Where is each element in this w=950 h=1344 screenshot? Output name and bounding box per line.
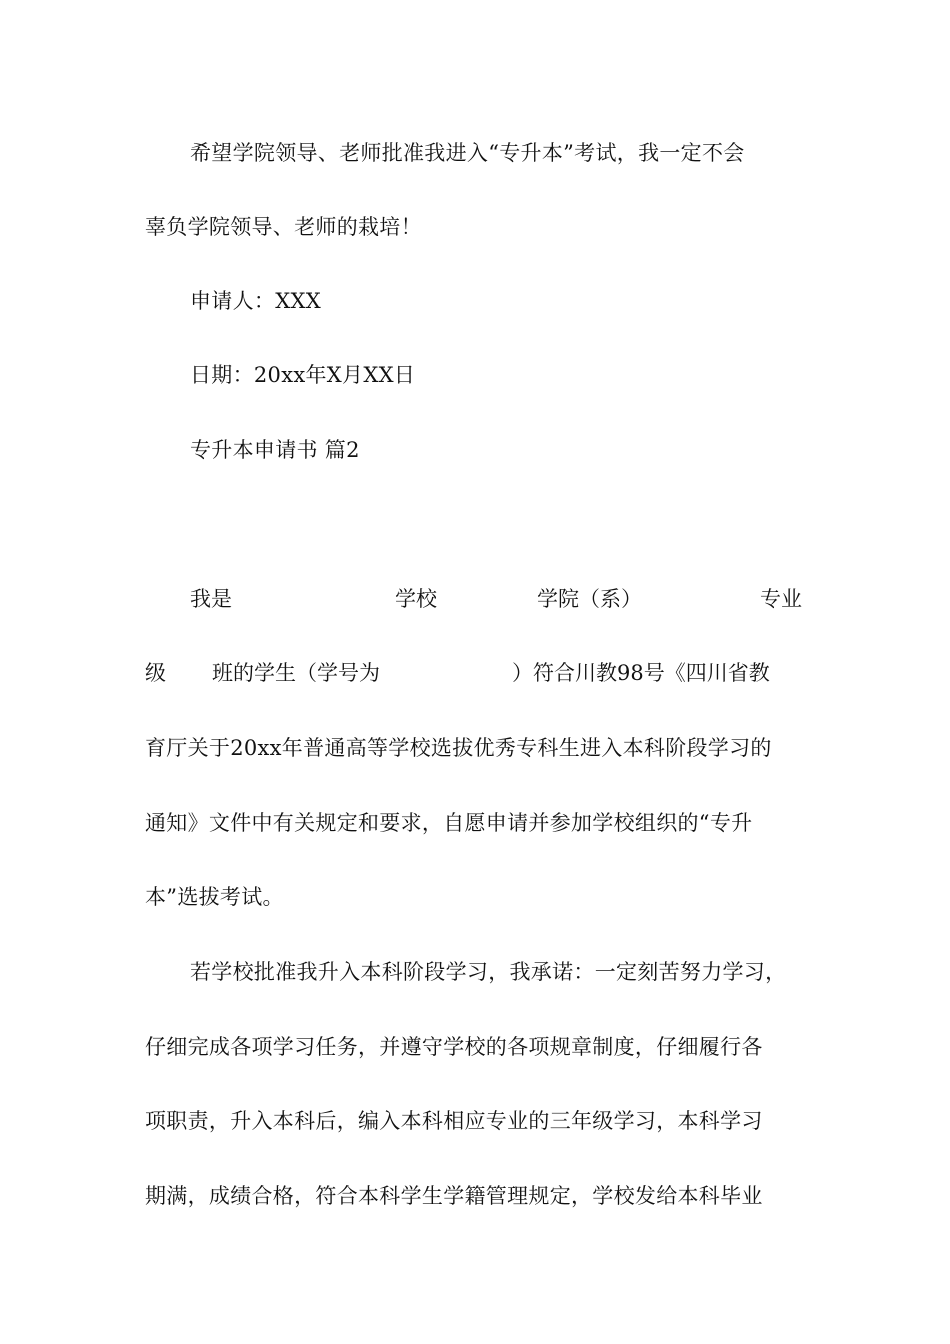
form-text: 我是 — [190, 587, 232, 611]
applicant-line: 申请人：XXX — [190, 289, 321, 313]
paragraph-line: 期满，成绩合格，符合本科学生学籍管理规定，学校发给本科毕业 — [145, 1184, 763, 1208]
form-text: ）符合川教98号《四川省教 — [512, 661, 770, 685]
paragraph-line: 项职责，升入本科后，编入本科相应专业的三年级学习，本科学习 — [145, 1109, 763, 1133]
paragraph-line: 若学校批准我升入本科阶段学习，我承诺：一定刻苦努力学习， — [190, 960, 787, 984]
form-text: 学校 — [395, 587, 437, 611]
paragraph-line: 希望学院领导、老师批准我进入“专升本”考试，我一定不会 — [190, 141, 745, 165]
paragraph-line: 通知》文件中有关规定和要求，自愿申请并参加学校组织的“专升 — [145, 811, 753, 835]
form-text: 班的学生（学号为 — [212, 661, 380, 685]
date-line: 日期：20xx年X月XX日 — [190, 363, 416, 387]
section-heading: 专升本申请书 篇2 — [190, 438, 360, 462]
form-text: 学院（系） — [537, 587, 642, 611]
paragraph-line: 仔细完成各项学习任务，并遵守学校的各项规章制度，仔细履行各 — [145, 1035, 763, 1059]
paragraph-line: 育厅关于20xx年普通高等学校选拔优秀专科生进入本科阶段学习的 — [145, 736, 772, 760]
paragraph-line: 本”选拔考试。 — [145, 885, 284, 909]
form-text: 级 — [145, 661, 166, 685]
form-text: 专业 — [760, 587, 802, 611]
paragraph-line: 辜负学院领导、老师的栽培！ — [145, 215, 422, 239]
